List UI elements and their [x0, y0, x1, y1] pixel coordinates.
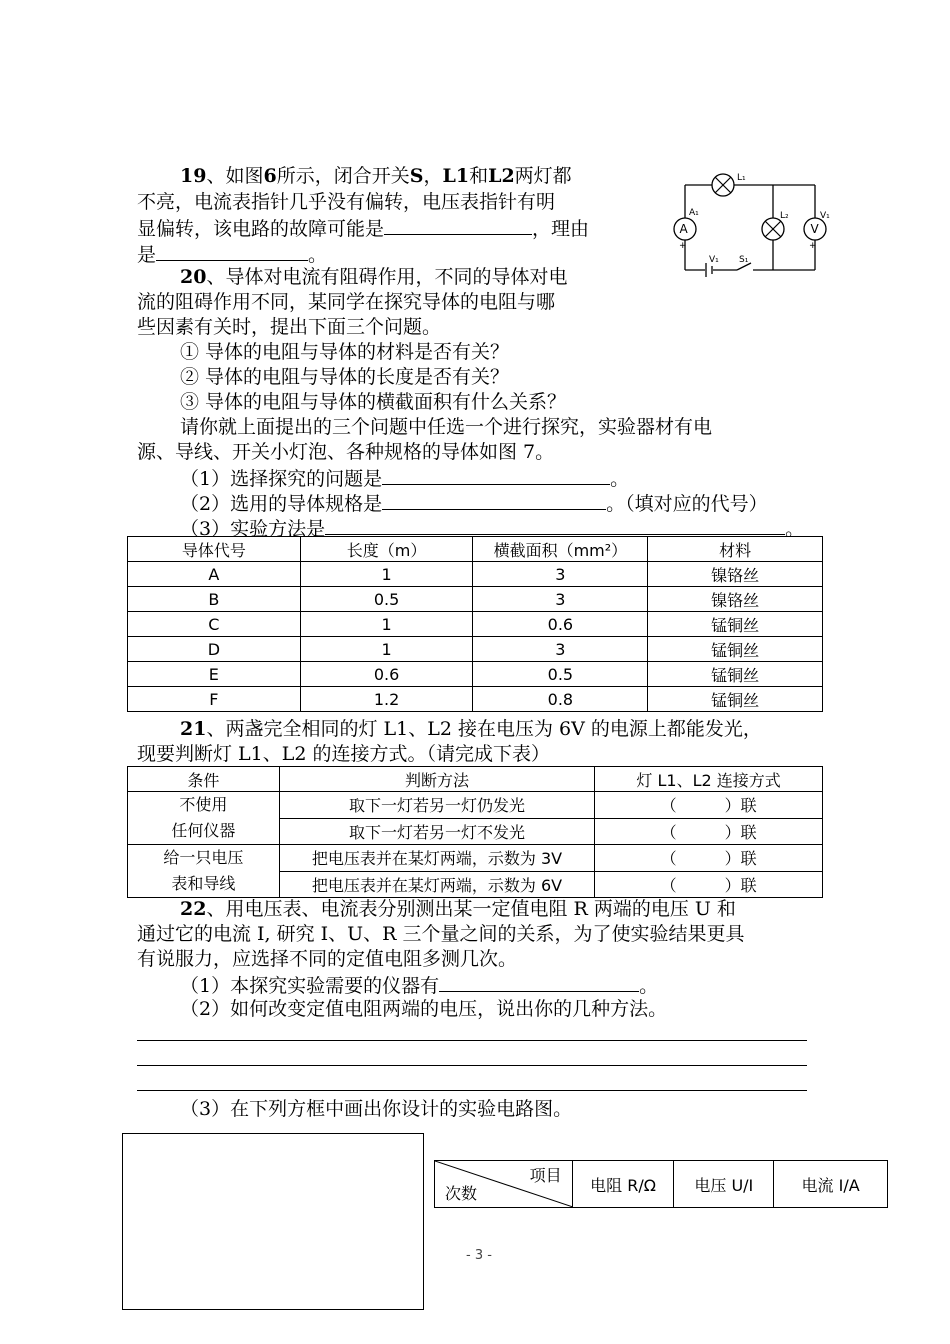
table-row: E 0.6 0.5 锰铜丝 [128, 662, 823, 687]
svg-text:L₂: L₂ [780, 211, 789, 221]
circuit-drawing-box[interactable] [122, 1133, 424, 1310]
measurement-table [434, 1160, 888, 1208]
answer-cell[interactable]: （ ）联 [595, 845, 823, 872]
q21-line2: 现要判断灯 L1、L2 的连接方式。（请完成下表） [137, 743, 550, 765]
svg-text:V: V [810, 222, 819, 236]
question-number: 20 [180, 266, 207, 288]
table-row: 取下一灯若另一灯不发光 （ ）联 [128, 818, 823, 845]
q19-line3: 显偏转，该电路的故障可能是 ，理由 [137, 214, 589, 242]
table-row: D 1 3 锰铜丝 [128, 637, 823, 662]
answer-line[interactable] [137, 1090, 807, 1091]
svg-text:V₁: V₁ [709, 255, 719, 265]
table-row: 把电压表并在某灯两端，示数为 6V （ ）联 [128, 871, 823, 898]
question-number: 21 [180, 718, 207, 740]
table-row: 给一只电压 表和导线 把电压表并在某灯两端，示数为 3V （ ）联 [128, 845, 823, 872]
table-header-row: 条件 判断方法 灯 L1、L2 连接方式 [128, 767, 823, 792]
table-header-row: 项目 次数 电阻 R/Ω 电压 U/I 电流 I/A [435, 1161, 888, 1208]
q22-line2: 通过它的电流 I, 研究 I、U、R 三个量之间的关系，为了使实验结果更具 [137, 923, 745, 945]
q20-sub3: （3）实验方法是 。 [180, 514, 804, 542]
answer-blank[interactable] [382, 464, 610, 485]
circuit-diagram [665, 170, 835, 280]
q20-point2: ② 导体的电阻与导体的长度是否有关？ [180, 366, 510, 388]
conductor-table [127, 536, 823, 712]
q22-sub3: （3）在下列方框中画出你设计的实验电路图。 [180, 1098, 573, 1120]
answer-blank[interactable] [439, 971, 639, 992]
table-row: B 0.5 3 镍铬丝 [128, 587, 823, 612]
q20-line1: 20、导体对电流有阻碍作用，不同的导体对电 [180, 266, 568, 288]
answer-cell[interactable]: （ ）联 [595, 792, 823, 819]
q22-line1: 22、用电压表、电流表分别测出某一定值电阻 R 两端的电压 U 和 [180, 898, 736, 920]
svg-text:+: + [679, 241, 687, 251]
q21-line1: 21、两盏完全相同的灯 L1、L2 接在电压为 6V 的电源上都能发光， [180, 718, 762, 740]
table-row: 不使用 任何仪器 取下一灯若另一灯仍发光 （ ）联 [128, 792, 823, 819]
q20-point3: ③ 导体的电阻与导体的横截面积有什么关系？ [180, 391, 567, 413]
q20-line5: 源、导线、开关小灯泡、各种规格的导体如图 7。 [137, 441, 555, 463]
q20-point1: ① 导体的电阻与导体的材料是否有关？ [180, 341, 510, 363]
q20-line4: 请你就上面提出的三个问题中任选一个进行探究，实验器材有电 [180, 416, 713, 438]
q20-line3: 些因素有关时，提出下面三个问题。 [137, 316, 442, 338]
page-number: - 3 - [466, 1248, 492, 1263]
q19-line1: 19、如图6所示，闭合开关S，L1和L2两灯都 [180, 165, 572, 187]
q19-line2: 不亮，电流表指针几乎没有偏转，电压表指针有明 [137, 191, 556, 213]
question-number: 22 [180, 898, 207, 920]
svg-text:L₁: L₁ [737, 173, 746, 183]
answer-blank[interactable] [325, 514, 785, 535]
answer-blank[interactable] [156, 240, 308, 261]
q20-sub2: （2）选用的导体规格是 。（填对应的代号） [180, 489, 768, 517]
answer-cell[interactable]: （ ）联 [595, 871, 823, 898]
table-row: C 1 0.6 锰铜丝 [128, 612, 823, 637]
svg-text:A: A [679, 222, 688, 236]
svg-text:S₁: S₁ [739, 255, 749, 265]
answer-line[interactable] [137, 1065, 807, 1066]
table-row: F 1.2 0.8 锰铜丝 [128, 687, 823, 712]
q19-line4: 是 。 [137, 240, 327, 268]
q22-sub1: （1）本探究实验需要的仪器有 。 [180, 971, 658, 999]
svg-text:V₁: V₁ [820, 211, 830, 221]
question-number: 19 [180, 165, 207, 187]
answer-cell[interactable]: （ ）联 [595, 818, 823, 845]
connection-table [127, 766, 823, 898]
diagonal-header-cell: 项目 次数 [435, 1161, 573, 1208]
q20-line2: 流的阻碍作用不同，某同学在探究导体的电阻与哪 [137, 291, 556, 313]
answer-blank[interactable] [384, 214, 532, 235]
answer-blank[interactable] [382, 489, 606, 510]
q22-line3: 有说服力，应选择不同的定值电阻多测几次。 [137, 948, 518, 970]
table-row: A 1 3 镍铬丝 [128, 562, 823, 587]
answer-line[interactable] [137, 1040, 807, 1041]
svg-text:A₁: A₁ [689, 208, 699, 218]
q20-sub1: （1）选择探究的问题是 。 [180, 464, 629, 492]
q22-sub2: （2）如何改变定值电阻两端的电压，说出你的几种方法。 [180, 998, 668, 1020]
svg-text:+: + [809, 241, 817, 251]
table-header-row: 导体代号 长度（m） 横截面积（mm²） 材料 [128, 537, 823, 562]
